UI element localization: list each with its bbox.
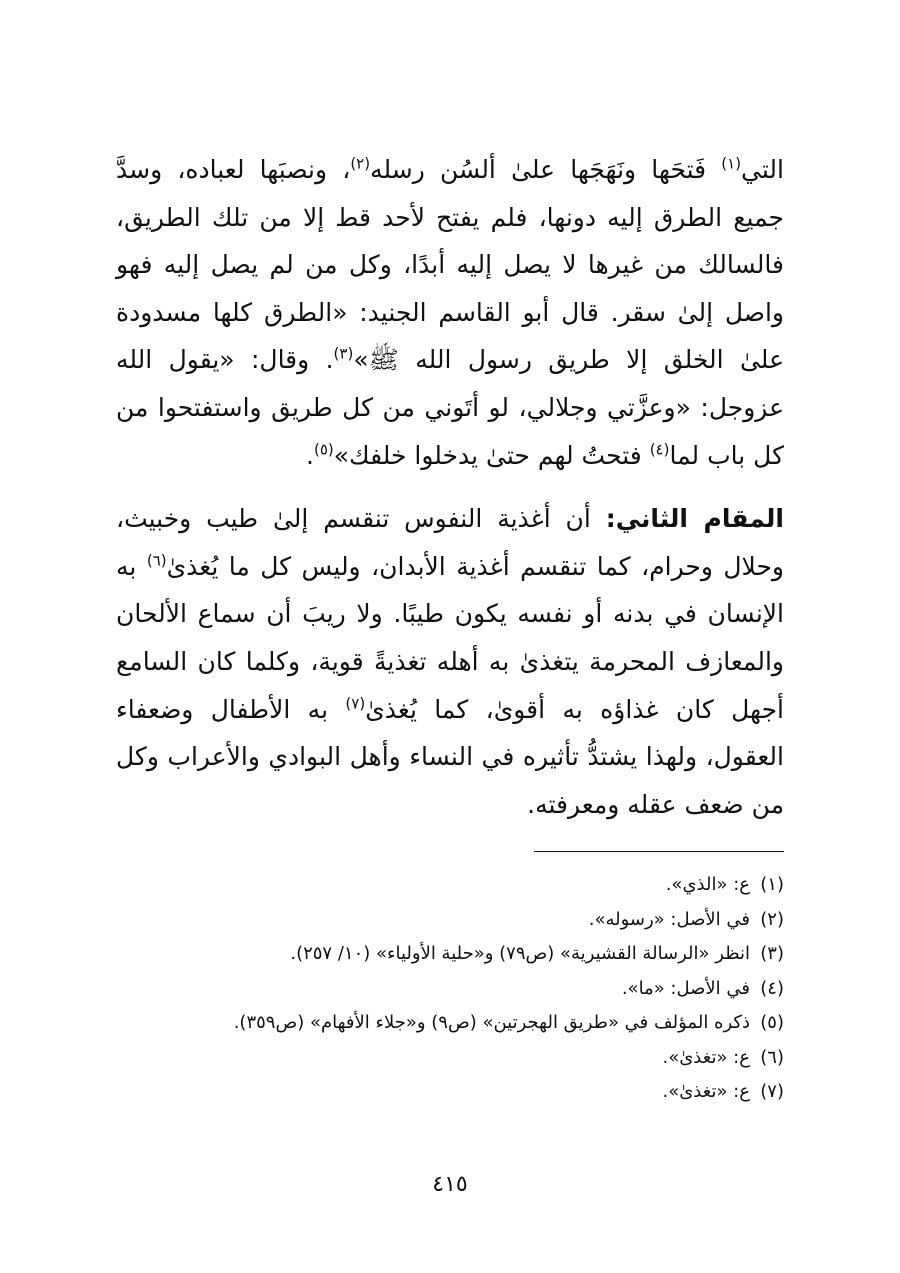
text-run: فتحتُ لهم حتىٰ يدخلوا خلفك»: [333, 440, 650, 470]
footnote-text: ذكره المؤلف في «طريق الهجرتين» (ص٩) و«جلاء الأفهام» (ص٣٥٩).: [233, 1012, 750, 1033]
text-run: التي: [741, 155, 784, 184]
footnote-text: ع: «الذي».: [665, 874, 750, 895]
footnote-text: ع: «تغذىٰ».: [662, 1081, 750, 1102]
text-run: به الإنسان في بدنه أو نفسه يكون طيبًا. ولا ريبَ أن سماع الألحان والمعازف المحرمة يتغذىٰ به أهله تغذيةً قوية، وكلما كان السامع أجهل كان غذاؤه به أقوىٰ، كما يُغذىٰ: [116, 551, 784, 724]
text-run: .: [306, 440, 314, 470]
text-run: فَتحَها ونَهَجَها علىٰ ألسُن رسله: [370, 155, 722, 184]
main-text: [116, 146, 784, 828]
footnote-number: (٦): [760, 1046, 784, 1068]
footnote-text: في الأصل: «ما».: [621, 977, 750, 999]
footnote-item: [116, 868, 784, 903]
footnotes-list: [116, 868, 784, 1110]
footnote-ref: (٢): [350, 154, 371, 173]
footnote-ref: (٧): [345, 694, 366, 713]
footnote-item: [116, 1006, 784, 1041]
footnote-item: [116, 903, 784, 938]
text-run: أن أغذية النفوس تنقسم إلىٰ طيب وخبيث، وحلال وحرام، كما تنقسم أغذية الأبدان، وليس كل ما يُغذىٰ: [116, 504, 785, 581]
paragraph-1: [116, 146, 784, 479]
footnote-text: انظر «الرسالة القشيرية» (ص٧٩) و«حلية الأولياء» (١٠/ ٢٥٧).: [290, 943, 750, 964]
footnote-text: ع: «تغذىٰ».: [662, 1046, 750, 1068]
footnote-ref: (١): [721, 154, 742, 173]
footnote-number: (٤): [760, 977, 784, 999]
footnote-number: (٧): [760, 1081, 784, 1102]
paragraph-2: [116, 495, 784, 828]
footnote-item: [116, 1041, 784, 1076]
footnote-ref: (٤): [649, 440, 670, 459]
footnote-item: [116, 1075, 784, 1110]
footnote-number: (٢): [760, 908, 784, 930]
footnote-ref: (٥): [313, 440, 334, 459]
footnote-divider: [534, 851, 784, 852]
text-run: ، ونصبَها لعباده، وسدَّ جميع الطرق إليه دونها، فلم يفتح لأحد قط إلا من تلك الطريق، فالسالك من غيرها لا يصل إليه أبدًا، وكل من لم يصل إليه فهو واصل إلىٰ سقر. قال أبو القاسم الجنيد: «الطرق كلها مسدودة علىٰ الخلق إلا طريق رسول الله ﷺ»: [116, 155, 784, 375]
footnote-text: في الأصل: «رسوله».: [588, 908, 750, 930]
footnote-item: [116, 937, 784, 972]
text-run: . وقال: «يقول الله عزوجل: «وعزَّتي وجلالي، لو أتَوني من كل طريق واستفتحوا من كل باب لما: [116, 345, 784, 470]
footnote-number: (١): [760, 874, 784, 895]
footnote-ref: (٦): [146, 551, 167, 570]
footnote-item: [116, 972, 784, 1007]
footnote-number: (٣): [760, 943, 784, 964]
footnote-ref: (٣): [333, 345, 354, 364]
section-lead: المقام الثاني:: [605, 504, 784, 534]
text-run: به الأطفال وضعفاء العقول، ولهذا يشتدُّ تأثيره في النساء وأهل البوادي والأعراب وكل من ضعف عقله ومعرفته.: [116, 694, 784, 819]
page-number: ٤١٥: [432, 1172, 468, 1197]
footnote-number: (٥): [760, 1012, 784, 1033]
